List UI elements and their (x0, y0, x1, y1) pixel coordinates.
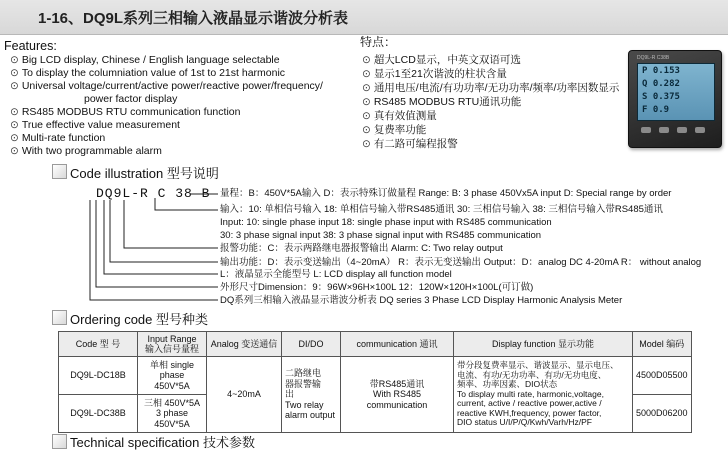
bullet-icon: ⊙ (362, 82, 371, 94)
lcd-reading: Q 0.282 (642, 79, 680, 89)
bullet-icon: ⊙ (10, 67, 19, 79)
dimension-description: 外形尺寸Dimension：9：96W×96H×100L 12：120W×120H×100L(可订做) (220, 282, 534, 293)
table-row (59, 357, 692, 395)
dido-cell: 二路继电 器报警输 出 Two relay alarm output (282, 357, 341, 433)
bullet-icon: ⊙ (362, 54, 371, 66)
feature-item: ⊙ True effective value measurement (10, 119, 180, 131)
feature-item: ⊙ Multi-rate function (10, 132, 106, 144)
table-header-cell: Input Range 输入信号量程 (138, 332, 207, 357)
model-cell: 5000D06200 (633, 395, 692, 433)
alarm-description: 报警功能：C：表示两路继电器报警输出 Alarm: C: Two relay output (220, 243, 503, 254)
table-header-cell: DI/DO (282, 332, 341, 357)
feature-cn-item: ⊙ 有二路可编程报警 (362, 138, 458, 150)
feature-cn-item: ⊙ 超大LCD显示，中英文双语可选 (362, 54, 521, 66)
bullet-icon: ⊙ (362, 110, 371, 122)
bullet-icon: ⊙ (362, 124, 371, 136)
analog-cell: 4~20mA (207, 357, 282, 433)
features-title: Features: (4, 39, 57, 53)
lcd-reading: S 0.375 (642, 92, 680, 102)
communication-cell: 带RS485通讯 With RS485 communication (341, 357, 454, 433)
feature-cn-item: ⊙ 通用电压/电流/有功功率/无功功率/频率/功率因数显示 (362, 82, 620, 94)
input-cell: 单相 single phase 450V*5A (138, 357, 207, 395)
lcd-reading: P 0.153 (642, 66, 680, 76)
input-description-en-2: 30: 3 phase signal input 38: 3 phase signal input with RS485 communication (220, 230, 542, 241)
code-cell: DQ9L-DC38B (59, 395, 138, 433)
code-cell: DQ9L-DC18B (59, 357, 138, 395)
feature-item-continued: power factor display (84, 93, 178, 105)
table-header-cell: Display function 显示功能 (454, 332, 633, 357)
feature-cn-item: ⊙ RS485 MODBUS RTU通讯功能 (362, 96, 522, 108)
bullet-icon: ⊙ (10, 80, 19, 92)
bullet-icon: ⊙ (362, 68, 371, 80)
lcd-model-description: L：液晶显示全能型号 L: LCD display all function model (220, 269, 452, 280)
ordering-code-title: Ordering code 型号种类 (70, 312, 208, 327)
feature-cn-item: ⊙ 真有效值测量 (362, 110, 437, 122)
feature-cn-item: ⊙ 复费率功能 (362, 124, 427, 136)
ordering-table (58, 331, 692, 433)
series-description: DQ系列三相输入液晶显示谐波分析表 DQ series 3 Phase LCD Display Harmonic Analysis Meter (220, 295, 623, 306)
range-description: 量程：B：450V*5A输入 D：表示特殊订做量程 Range: B: 3 phase 450Vx5A input D: Special range by order (220, 188, 672, 199)
model-code: DQ9L-R C 38 B (96, 186, 211, 201)
bullet-icon: ⊙ (10, 119, 19, 131)
lcd-reading: F 0.9 (642, 105, 670, 115)
input-description-en: Input: 10: single phase input 18: single phase input with RS485 communication (220, 217, 552, 228)
feature-cn-item: ⊙ 显示1至21次谐波的柱状含量 (362, 68, 507, 80)
table-header-row (59, 332, 692, 357)
feature-item: ⊙ Universal voltage/current/active power/reactive power/frequency/ (10, 80, 323, 92)
page-title: 1-16、DQ9L系列三相输入液晶显示谐波分析表 (38, 10, 349, 27)
code-illustration-title: Code illustration 型号说明 (70, 166, 219, 181)
input-description-cn: 输入：10: 单相信号输入 18: 单相信号输入带RS485通讯 30: 三相信号输入 38: 三相信号输入带RS485通讯 (220, 204, 663, 215)
output-description: 输出功能：D：表示变送输出（4~20mA） R：表示无变送输出 Output：D：analog DC 4-20mA R： without analog (220, 257, 702, 268)
input-cell: 三相 450V*5A 3 phase 450V*5A (138, 395, 207, 433)
feature-item: ⊙ To display the columniation value of 1st to 21st harmonic (10, 67, 286, 79)
model-cell: 4500D05500 (633, 357, 692, 395)
features-cn-title: 特点： (360, 35, 397, 49)
technical-spec-title: Technical specification 技术参数 (70, 435, 255, 450)
table-header-cell: Analog 变送通信 (207, 332, 282, 357)
section-square-icon (52, 310, 67, 325)
display-function-cell: 带分段复费率显示、谐波显示、显示电压、 电流、有功/无功功率、有功/无功电度、 频率、功率因素、DIO状态 To display multi rate, harmonic,voltage, current, active / reactive power,active / reactive KWH,frequency, power factor, DIO status U/I/P/Q/Kwh/Varh/Hz/PF (454, 357, 633, 433)
bullet-icon: ⊙ (362, 138, 371, 150)
feature-item: ⊙ Big LCD display, Chinese / English language selectable (10, 54, 280, 66)
feature-item: ⊙ RS485 MODBUS RTU communication function (10, 106, 241, 118)
feature-item: ⊙ With two programmable alarm (10, 145, 162, 157)
bullet-icon: ⊙ (362, 96, 371, 108)
table-header-cell: Model 编码 (633, 332, 692, 357)
meter-brand-label: DQ9L-R C38B (637, 55, 670, 61)
bullet-icon: ⊙ (10, 132, 19, 144)
table-header-cell: communication 通讯 (341, 332, 454, 357)
section-square-icon (52, 434, 67, 449)
bullet-icon: ⊙ (10, 54, 19, 66)
bullet-icon: ⊙ (10, 106, 19, 118)
bullet-icon: ⊙ (10, 145, 19, 157)
table-header-cell: Code 型 号 (59, 332, 138, 357)
